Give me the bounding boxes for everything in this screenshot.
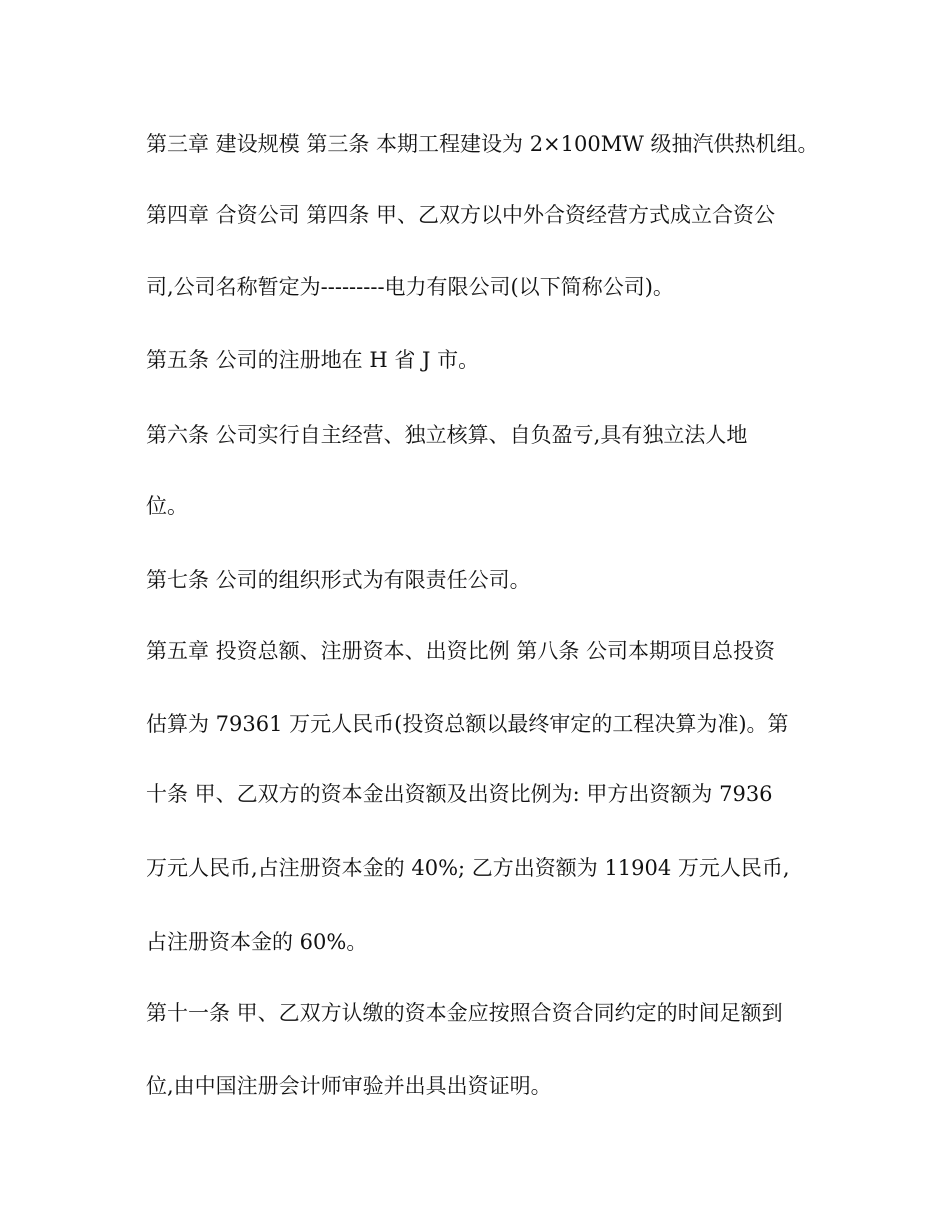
- text-line-3: 司,公司名称暂定为---------电力有限公司(以下简称公司)。: [146, 275, 674, 299]
- text-line-12: 占注册资本金的 60%。: [146, 930, 368, 954]
- text-line-9: 估算为 79361 万元人民币(投资总额以最终审定的工程决算为准)。第: [146, 712, 789, 736]
- text-line-2: 第四章 合资公司 第四条 甲、乙双方以中外合资经营方式成立合资公: [146, 203, 776, 227]
- text-line-1: 第三章 建设规模 第三条 本期工程建设为 2×100MW 级抽汽供热机组。: [146, 132, 819, 156]
- text-line-10: 十条 甲、乙双方的资本金出资额及出资比例为: 甲方出资额为 7936: [146, 782, 773, 806]
- text-line-5: 第六条 公司实行自主经营、独立核算、自负盈亏,具有独立法人地: [146, 423, 748, 447]
- text-line-11: 万元人民币,占注册资本金的 40%; 乙方出资额为 11904 万元人民币,: [146, 856, 790, 880]
- text-line-8: 第五章 投资总额、注册资本、出资比例 第八条 公司本期项目总投资: [146, 639, 776, 663]
- text-line-13: 第十一条 甲、乙双方认缴的资本金应按照合资合同约定的时间足额到: [146, 1001, 783, 1025]
- text-line-6: 位。: [146, 494, 188, 518]
- text-line-4: 第五条 公司的注册地在 H 省 J 市。: [146, 348, 480, 372]
- text-line-14: 位,由中国注册会计师审验并出具出资证明。: [146, 1074, 552, 1098]
- text-line-7: 第七条 公司的组织形式为有限责任公司。: [146, 568, 531, 592]
